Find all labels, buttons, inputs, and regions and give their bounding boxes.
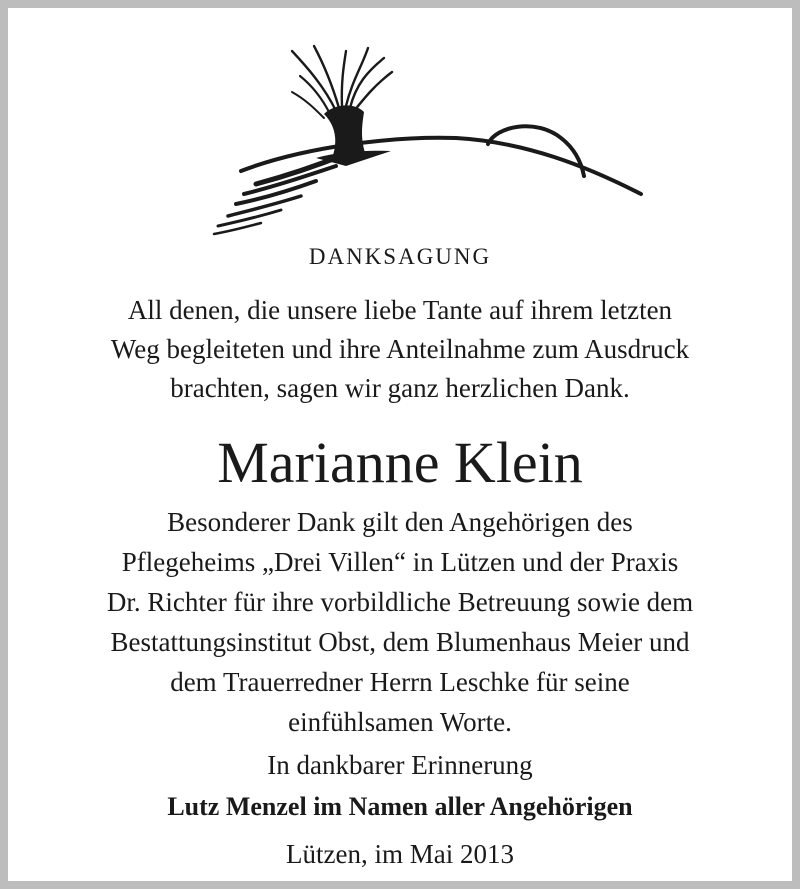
deceased-name: Marianne Klein bbox=[217, 430, 583, 495]
thanks-line: Bestattungsinstitut Obst, dem Blumenhaus Meier und bbox=[110, 627, 690, 657]
thanks-line: einfühlsamen Worte. bbox=[288, 707, 512, 737]
thanks-paragraph bbox=[16, 502, 784, 742]
place-date: Lützen, im Mai 2013 bbox=[286, 839, 514, 869]
thanks-line: Besonderer Dank gilt den Angehörigen des bbox=[167, 507, 633, 537]
notice-heading: DANKSAGUNG bbox=[308, 244, 492, 269]
thanks-line: Dr. Richter für ihre vorbildliche Betreuung sowie dem bbox=[106, 587, 694, 617]
thanks-line: Pflegeheims „Drei Villen“ in Lützen und der Praxis bbox=[121, 547, 679, 577]
intro-line: brachten, sagen wir ganz herzlichen Dank. bbox=[170, 373, 630, 403]
tree-on-hill-icon bbox=[196, 26, 656, 241]
intro-line: Weg begleiteten und ihre Anteilnahme zum Ausdruck bbox=[110, 334, 690, 364]
signer-line: Lutz Menzel im Namen aller Angehörigen bbox=[167, 792, 633, 821]
thanks-line: dem Trauerredner Herrn Leschke für seine bbox=[170, 667, 630, 697]
closing-line: In dankbarer Erinnerung bbox=[267, 750, 533, 780]
intro-paragraph bbox=[16, 291, 784, 408]
notice-content bbox=[16, 16, 784, 873]
intro-line: All denen, die unsere liebe Tante auf ihrem letzten bbox=[127, 295, 673, 325]
